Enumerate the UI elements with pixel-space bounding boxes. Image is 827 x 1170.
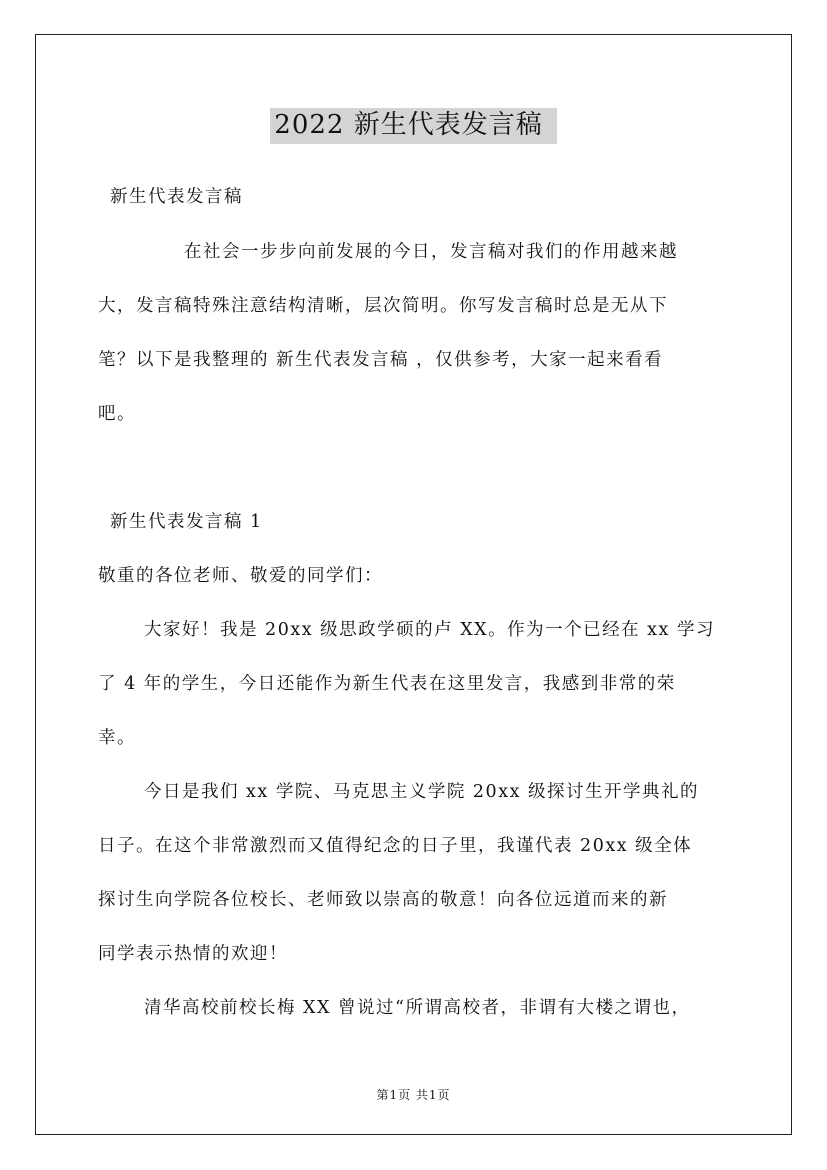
paragraph2-line-2: 日子。在这个非常激烈而又值得纪念的日子里，我谨代表 20xx 级全体 <box>98 836 693 856</box>
intro-line-2: 大，发言稿特殊注意结构清晰，层次简明。你写发言稿时总是无从下 <box>98 296 668 316</box>
paragraph1-line-3: 幸。 <box>98 728 136 748</box>
intro-line-1: 在社会一步步向前发展的今日，发言稿对我们的作用越来越 <box>184 242 678 262</box>
intro-line-4: 吧。 <box>98 404 136 424</box>
paragraph1-line-2: 了 4 年的学生，今日还能作为新生代表在这里发言，我感到非常的荣 <box>98 674 676 694</box>
section-heading: 新生代表发言稿 1 <box>110 512 263 532</box>
subtitle: 新生代表发言稿 <box>110 187 243 207</box>
document-title-wrap <box>0 104 827 141</box>
intro-line-3: 笔？以下是我整理的 新生代表发言稿 ，仅供参考，大家一起来看看 <box>98 350 664 370</box>
paragraph1-line-1: 大家好！我是 20xx 级思政学硕的卢 XX。作为一个已经在 xx 学习 <box>144 620 715 640</box>
paragraph3-line-1: 清华高校前校长梅 XX 曾说过“所谓高校者，非谓有大楼之谓也， <box>144 998 691 1018</box>
paragraph2-line-4: 同学表示热情的欢迎！ <box>98 944 288 964</box>
salutation: 敬重的各位老师、敬爱的同学们： <box>98 566 383 586</box>
page-number-footer: 第1页 共1页 <box>376 1088 451 1102</box>
paragraph2-line-3: 探讨生向学院各位校长、老师致以崇高的敬意！向各位远道而来的新 <box>98 890 668 910</box>
document-title: 2022 新生代表发言稿 <box>270 108 556 144</box>
paragraph2-line-1: 今日是我们 xx 学院、马克思主义学院 20xx 级探讨生开学典礼的 <box>144 782 699 802</box>
